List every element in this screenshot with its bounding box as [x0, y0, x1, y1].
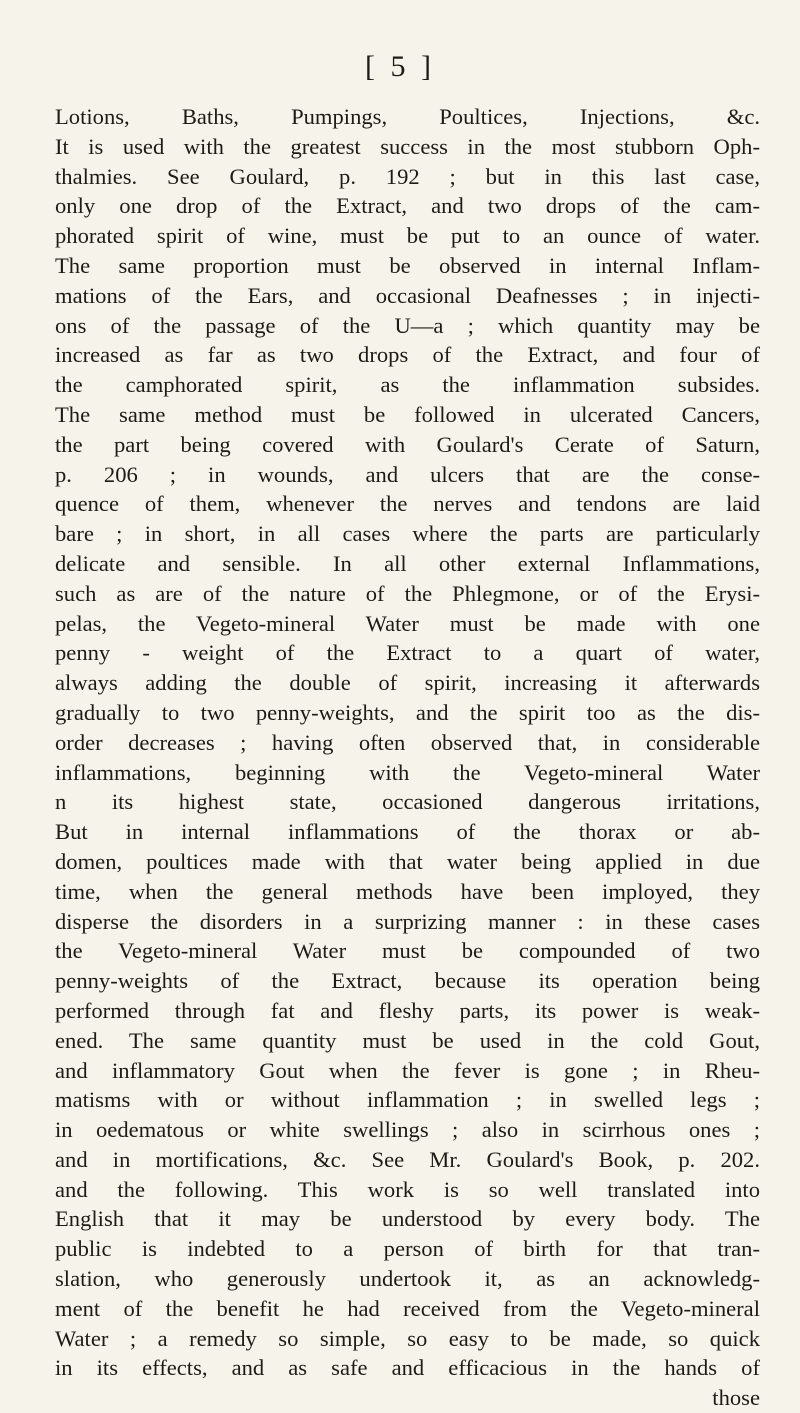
text-line: But in internal inflammations of the thorax or ab-: [55, 819, 760, 845]
text-line: It is used with the greatest success in the most stubborn Oph-: [55, 133, 760, 159]
text-line: such as are of the nature of the Phlegmone, or of the Erysi-: [55, 580, 760, 606]
text-line: penny-weights of the Extract, because its operation being: [55, 968, 760, 994]
text-line: always adding the double of spirit, increasing it afterwards: [55, 670, 760, 696]
text-line: n its highest state, occasioned dangerous irritations,: [55, 789, 760, 815]
text-line: ment of the benefit he had received from the Vegeto-mineral: [55, 1295, 760, 1321]
text-line: in oedematous or white swellings ; also in scirrhous ones ;: [55, 1117, 760, 1143]
text-line: matisms with or without inflammation ; in swelled legs ;: [55, 1087, 760, 1113]
body-text: [55, 102, 760, 1413]
text-line: quence of them, whenever the nerves and tendons are laid: [55, 491, 760, 517]
catchword: those: [712, 1385, 760, 1411]
text-line: order decreases ; having often observed that, in considerable: [55, 729, 760, 755]
text-line: public is indebted to a person of birth for that tran-: [55, 1236, 760, 1262]
text-line: thalmies. See Goulard, p. 192 ; but in this last case,: [55, 163, 760, 189]
text-line: the Vegeto-mineral Water must be compounded of two: [55, 938, 760, 964]
text-line: mations of the Ears, and occasional Deafnesses ; in injecti-: [55, 282, 760, 308]
text-line: domen, poultices made with that water being applied in due: [55, 848, 760, 874]
text-line: only one drop of the Extract, and two drops of the cam-: [55, 193, 760, 219]
text-line: delicate and sensible. In all other external Inflammations,: [55, 550, 760, 576]
text-line: disperse the disorders in a surprizing manner : in these cases: [55, 908, 760, 934]
text-line: ons of the passage of the U—a ; which quantity may be: [55, 312, 760, 338]
text-line: bare ; in short, in all cases where the parts are particularly: [55, 521, 760, 547]
text-line: inflammations, beginning with the Vegeto-mineral Water: [55, 759, 760, 785]
text-line: and the following. This work is so well translated into: [55, 1176, 760, 1202]
text-line: Lotions, Baths, Pumpings, Poultices, Injections, &c.: [55, 104, 760, 129]
text-line: The same method must be followed in ulcerated Cancers,: [55, 401, 760, 427]
text-line: and inflammatory Gout when the fever is gone ; in Rheu-: [55, 1057, 760, 1083]
text-line: The same proportion must be observed in internal Inflam-: [55, 252, 760, 278]
text-line: slation, who generously undertook it, as an acknowledg-: [55, 1266, 760, 1292]
text-line: gradually to two penny-weights, and the spirit too as the dis-: [55, 699, 760, 725]
text-line: increased as far as two drops of the Extract, and four of: [55, 342, 760, 368]
text-line: the part being covered with Goulard's Cerate of Saturn,: [55, 431, 760, 457]
text-line: time, when the general methods have been imployed, they: [55, 878, 760, 904]
text-line: pelas, the Vegeto-mineral Water must be made with one: [55, 610, 760, 636]
text-line: in its effects, and as safe and efficacious in the hands of: [55, 1355, 760, 1381]
text-line: the camphorated spirit, as the inflammation subsides.: [55, 372, 760, 398]
text-line: penny - weight of the Extract to a quart of water,: [55, 640, 760, 666]
text-line: p. 206 ; in wounds, and ulcers that are the conse-: [55, 461, 760, 487]
text-line: ened. The same quantity must be used in the cold Gout,: [55, 1027, 760, 1053]
text-line: phorated spirit of wine, must be put to an ounce of water.: [55, 223, 760, 249]
text-line: and in mortifications, &c. See Mr. Goulard's Book, p. 202.: [55, 1146, 760, 1172]
page-number: [ 5 ]: [365, 50, 435, 83]
text-line: Water ; a remedy so simple, so easy to be made, so quick: [55, 1325, 760, 1351]
text-line: English that it may be understood by every body. The: [55, 1206, 760, 1232]
text-line: performed through fat and fleshy parts, its power is weak-: [55, 997, 760, 1023]
